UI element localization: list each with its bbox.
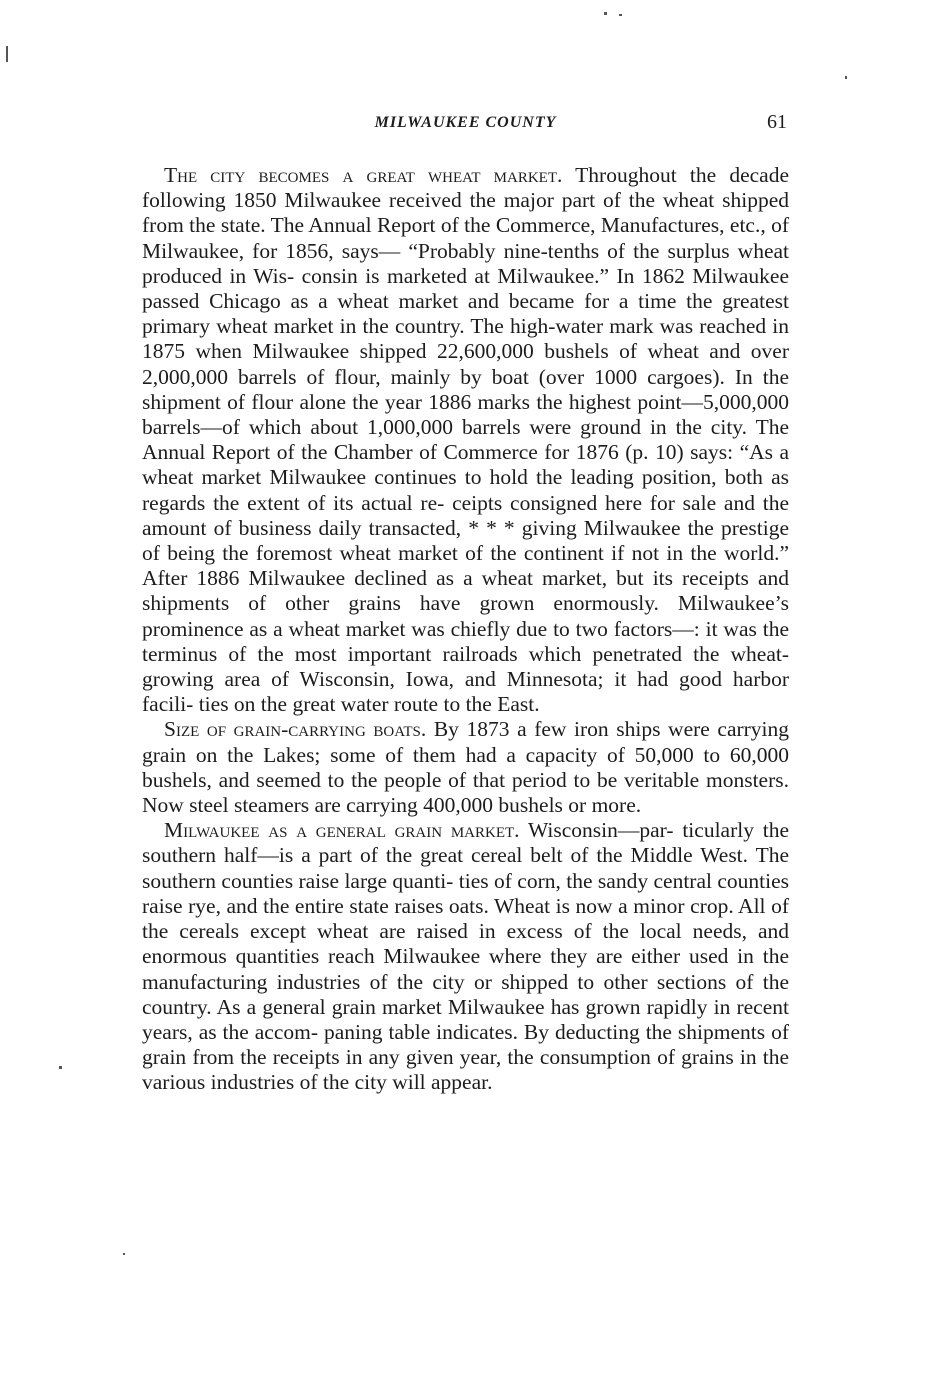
text-line: Commerce, Manufactures, etc., of Milwaukee, for 1856, says— <box>142 213 790 263</box>
text-line: to other sections of the country. As a general grain market <box>142 969 790 1019</box>
text-line: from the receipts in any given year, the consumption of grains <box>192 1045 734 1070</box>
text-line: paning table indicates. By deducting the shipments of grain <box>142 1019 789 1070</box>
text-line: enormous quantities reach Milwaukee where they are either <box>142 944 681 969</box>
text-line: primary wheat market in the country. The high-water mark <box>142 314 654 339</box>
text-line: transacted, * * * giving Milwaukee the prestige of being <box>142 515 790 566</box>
scan-speck <box>845 76 847 79</box>
scan-speck <box>604 12 607 15</box>
text-line: enormously. Milwaukee’s prominence as a wheat market was <box>142 591 789 641</box>
section-heading: Size of grain-carrying boats. <box>164 717 427 742</box>
section-heading: The city becomes a great wheat market. <box>164 163 563 187</box>
text-line: the foremost wheat market of the continent if not in the <box>222 541 717 566</box>
paragraph-general-grain-market <box>142 818 789 1095</box>
text-line: period to be veritable monsters. Now steel steamers are <box>142 767 789 818</box>
text-line: year 1886 marks the highest point—5,000,000 barrels—of <box>142 389 790 440</box>
text-line: ties of corn, the sandy central counties raise rye, and the entire <box>142 868 790 918</box>
text-line: world.” After 1886 Milwaukee declined as a wheat market, <box>142 541 790 591</box>
text-line: was reached in 1875 when Milwaukee shipped 22,600,000 <box>142 314 790 364</box>
text-line: ties on the great water route to the East. <box>198 692 540 717</box>
text-line: decade following 1850 Milwaukee received the major part of <box>142 163 789 213</box>
text-line: which about 1,000,000 barrels were ground in the city. The <box>248 415 789 440</box>
text-line: bushels of wheat and over 2,000,000 barrels of flour, mainly by <box>142 339 789 389</box>
text-line: cereals except wheat are raised in excess of the local needs, and <box>179 919 790 944</box>
paragraph-grain-boats <box>142 717 789 818</box>
body-text <box>142 163 789 1096</box>
text-line: but its receipts and shipments of other grains have grown <box>142 566 790 616</box>
page-header <box>142 111 789 138</box>
text-line: Milwaukee has grown rapidly in recent years, as the accom- <box>142 994 789 1044</box>
paragraph-lines <box>142 163 789 716</box>
scan-speck <box>619 14 622 16</box>
text-line: By 1873 a few iron ships <box>433 717 661 742</box>
text-line: important railroads which penetrated the wheat-growing area <box>142 641 789 692</box>
text-line: were carrying grain on the Lakes; some of them had a capacity <box>142 717 790 767</box>
text-line: Throughout the <box>575 163 717 187</box>
text-line: leading position, both as regards the extent of its actual re- <box>142 465 789 515</box>
text-line: the wheat shipped from the state. The Annual Report of the <box>142 188 789 238</box>
section-heading: Milwaukee as a general grain market. <box>164 818 520 843</box>
text-line: “Probably nine-tenths of the surplus wheat produced in Wis- <box>142 238 790 288</box>
text-line: used in the manufacturing industries of the city or shipped <box>142 944 789 994</box>
paragraph-wheat-market <box>142 163 789 717</box>
text-line: carrying 400,000 bushels or more. <box>346 793 642 818</box>
text-line: ceipts consigned here for sale and the amount of business daily <box>142 490 790 540</box>
text-line: consin is marketed at Milwaukee.” In 1862 Milwaukee passed <box>142 263 790 314</box>
paragraph-lines <box>142 818 789 1094</box>
text-line: chiefly due to two factors—: it was the terminus of the most <box>142 616 790 666</box>
text-line: ticularly the southern half—is a part of the great cereal belt of <box>142 818 790 868</box>
text-line: of Wisconsin, Iowa, and Minnesota; it had good harbor facili- <box>142 667 790 717</box>
scan-speck <box>6 46 8 62</box>
running-head: MILWAUKEE COUNTY <box>374 114 557 131</box>
page-number: 61 <box>767 111 787 133</box>
text-line: Wisconsin—par- <box>527 818 674 843</box>
text-line: Chicago as a wheat market and became for a time the greatest <box>209 289 790 314</box>
scan-speck <box>123 1253 125 1255</box>
text-line: boat (over 1000 cargoes). In the shipment of flour alone the <box>142 364 790 414</box>
scan-speck <box>59 1066 62 1069</box>
text-line: in the various industries of the city will appear. <box>142 1045 790 1095</box>
text-line: of 50,000 to 60,000 bushels, and seemed to the people of that <box>142 742 789 792</box>
text-line: says: “As a wheat market Milwaukee continues to hold the <box>142 440 790 490</box>
text-line: state raises oats. Wheat is now a minor crop. All of the <box>142 893 789 944</box>
text-line: the Middle West. The southern counties raise large quanti- <box>142 843 790 893</box>
text-line: Annual Report of the Chamber of Commerce for 1876 (p. 10) <box>142 440 684 465</box>
